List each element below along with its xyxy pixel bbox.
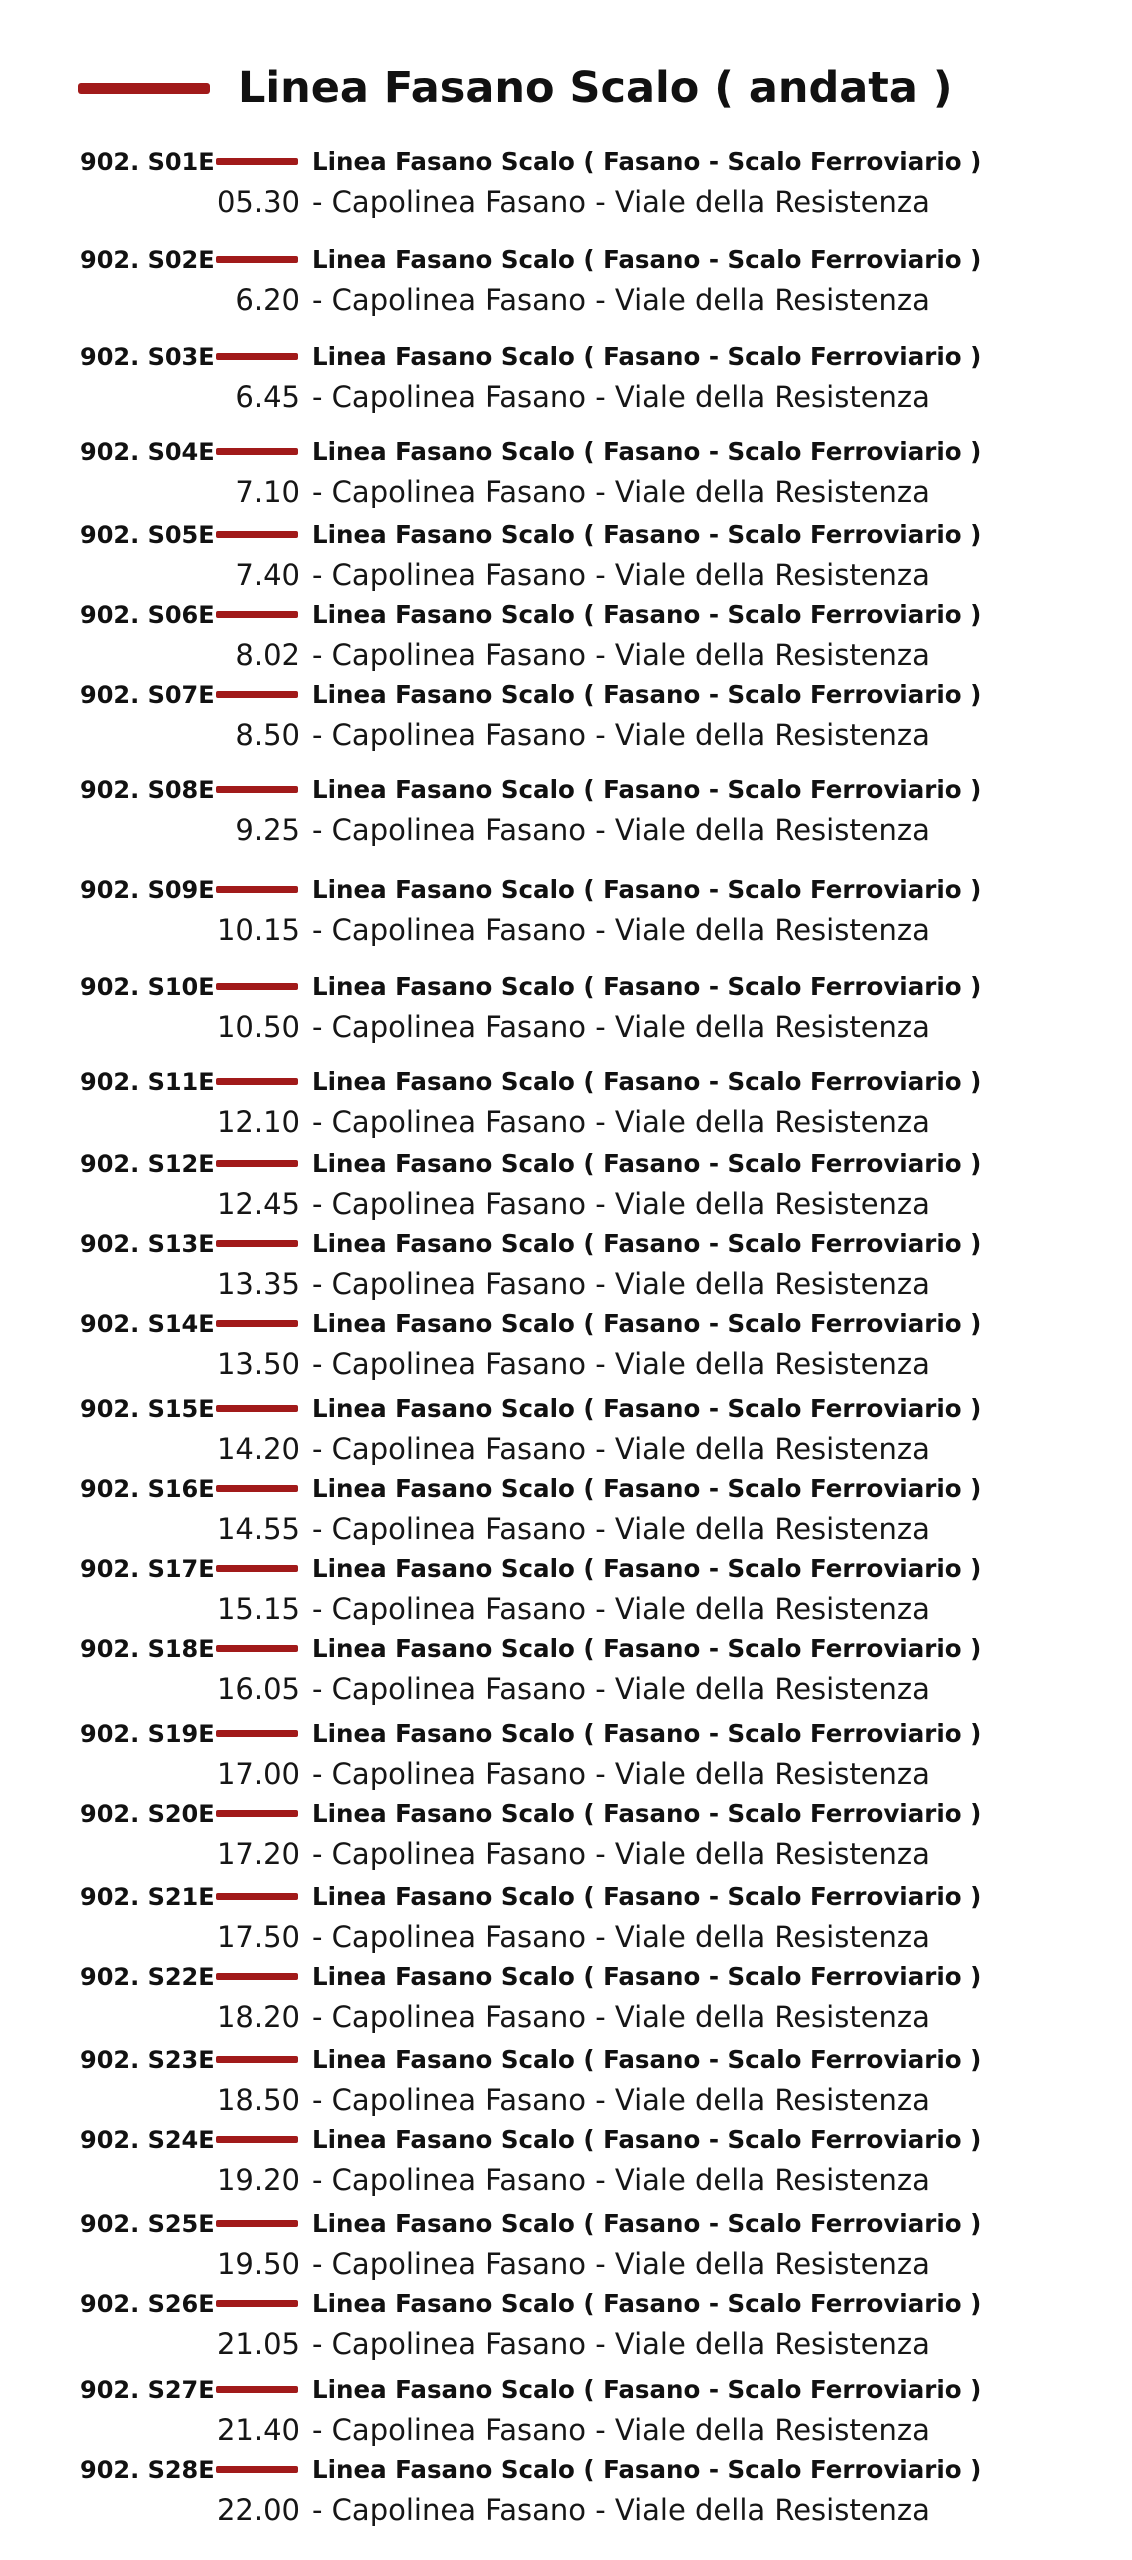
run-code: 902. S10E — [80, 973, 215, 1001]
run-code: 902. S11E — [80, 1068, 215, 1096]
departure-stop: - Capolinea Fasano - Viale della Resistenza — [312, 813, 930, 847]
departure-stop: - Capolinea Fasano - Viale della Resistenza — [312, 913, 930, 947]
route-line-marker — [216, 158, 298, 165]
run-code: 902. S22E — [80, 1963, 215, 1991]
run-code: 902. S17E — [80, 1555, 215, 1583]
timetable-entry — [0, 2120, 1132, 2200]
departure-stop: - Capolinea Fasano - Viale della Resistenza — [312, 475, 930, 509]
departure-stop: - Capolinea Fasano - Viale della Resistenza — [312, 1837, 930, 1871]
route-line-marker — [216, 983, 298, 990]
route-line-marker — [216, 1565, 298, 1572]
timetable-entry — [0, 240, 1132, 320]
route-line-marker — [216, 1973, 298, 1980]
run-code: 902. S04E — [80, 438, 215, 466]
departure-stop: - Capolinea Fasano - Viale della Resistenza — [312, 558, 930, 592]
route-line-marker — [216, 2220, 298, 2227]
route-name: Linea Fasano Scalo ( Fasano - Scalo Ferroviario ) — [312, 1309, 982, 1338]
departure-stop: - Capolinea Fasano - Viale della Resistenza — [312, 2083, 930, 2117]
departure-stop: - Capolinea Fasano - Viale della Resistenza — [312, 380, 930, 414]
route-name: Linea Fasano Scalo ( Fasano - Scalo Ferroviario ) — [312, 1394, 982, 1423]
route-name: Linea Fasano Scalo ( Fasano - Scalo Ferroviario ) — [312, 1067, 982, 1096]
route-name: Linea Fasano Scalo ( Fasano - Scalo Ferroviario ) — [312, 437, 982, 466]
timetable-entry — [0, 1877, 1132, 1957]
timetable-entry — [0, 2204, 1132, 2284]
route-name: Linea Fasano Scalo ( Fasano - Scalo Ferroviario ) — [312, 1634, 982, 1663]
route-line-marker — [216, 256, 298, 263]
run-code: 902. S12E — [80, 1150, 215, 1178]
route-line-marker — [216, 886, 298, 893]
timetable-entry — [0, 1549, 1132, 1629]
route-name: Linea Fasano Scalo ( Fasano - Scalo Ferroviario ) — [312, 1554, 982, 1583]
timetable-entry — [0, 1957, 1132, 2037]
departure-stop: - Capolinea Fasano - Viale della Resistenza — [312, 1592, 930, 1626]
run-code: 902. S16E — [80, 1475, 215, 1503]
route-name: Linea Fasano Scalo ( Fasano - Scalo Ferroviario ) — [312, 147, 982, 176]
route-line-marker — [216, 2300, 298, 2307]
timetable-entry — [0, 770, 1132, 850]
route-line-marker — [216, 611, 298, 618]
departure-stop: - Capolinea Fasano - Viale della Resistenza — [312, 1432, 930, 1466]
run-code: 902. S23E — [80, 2046, 215, 2074]
timetable-entry — [0, 1469, 1132, 1549]
route-line-marker — [216, 786, 298, 793]
departure-stop: - Capolinea Fasano - Viale della Resistenza — [312, 2327, 930, 2361]
run-code: 902. S14E — [80, 1310, 215, 1338]
departure-time: 21.05 — [216, 2327, 300, 2361]
route-line-marker — [216, 1893, 298, 1900]
route-name: Linea Fasano Scalo ( Fasano - Scalo Ferroviario ) — [312, 1882, 982, 1911]
run-code: 902. S26E — [80, 2290, 215, 2318]
departure-stop: - Capolinea Fasano - Viale della Resistenza — [312, 2413, 930, 2447]
timetable-entry — [0, 2284, 1132, 2364]
timetable-entry — [0, 1389, 1132, 1469]
departure-time: 7.10 — [235, 475, 300, 509]
route-name: Linea Fasano Scalo ( Fasano - Scalo Ferroviario ) — [312, 2375, 982, 2404]
departure-stop: - Capolinea Fasano - Viale della Resistenza — [312, 283, 930, 317]
departure-time: 10.15 — [216, 913, 300, 947]
route-line-marker — [216, 1160, 298, 1167]
departure-time: 18.50 — [216, 2083, 300, 2117]
route-line-marker — [216, 1078, 298, 1085]
timetable-entry — [0, 1062, 1132, 1142]
run-code: 902. S20E — [80, 1800, 215, 1828]
route-name: Linea Fasano Scalo ( Fasano - Scalo Ferroviario ) — [312, 1962, 982, 1991]
timetable-entry — [0, 432, 1132, 512]
route-name: Linea Fasano Scalo ( Fasano - Scalo Ferroviario ) — [312, 520, 982, 549]
departure-time: 7.40 — [235, 558, 300, 592]
run-code: 902. S24E — [80, 2126, 215, 2154]
route-name: Linea Fasano Scalo ( Fasano - Scalo Ferroviario ) — [312, 1229, 982, 1258]
departure-time: 12.10 — [216, 1105, 300, 1139]
route-name: Linea Fasano Scalo ( Fasano - Scalo Ferroviario ) — [312, 2125, 982, 2154]
departure-time: 21.40 — [216, 2413, 300, 2447]
run-code: 902. S02E — [80, 246, 215, 274]
timetable-entry — [0, 1144, 1132, 1224]
route-line-marker — [216, 531, 298, 538]
departure-stop: - Capolinea Fasano - Viale della Resistenza — [312, 2163, 930, 2197]
departure-stop: - Capolinea Fasano - Viale della Resistenza — [312, 1672, 930, 1706]
route-line-marker — [216, 1240, 298, 1247]
departure-stop: - Capolinea Fasano - Viale della Resistenza — [312, 1010, 930, 1044]
departure-time: 9.25 — [235, 813, 300, 847]
departure-time: 8.02 — [235, 638, 300, 672]
departure-stop: - Capolinea Fasano - Viale della Resistenza — [312, 1757, 930, 1791]
departure-time: 22.00 — [216, 2493, 300, 2527]
route-name: Linea Fasano Scalo ( Fasano - Scalo Ferroviario ) — [312, 1474, 982, 1503]
run-code: 902. S06E — [80, 601, 215, 629]
departure-time: 12.45 — [216, 1187, 300, 1221]
departure-time: 13.35 — [216, 1267, 300, 1301]
route-line-marker — [216, 691, 298, 698]
departure-stop: - Capolinea Fasano - Viale della Resistenza — [312, 2000, 930, 2034]
route-name: Linea Fasano Scalo ( Fasano - Scalo Ferroviario ) — [312, 875, 982, 904]
timetable-entry — [0, 595, 1132, 675]
timetable-entry — [0, 967, 1132, 1047]
route-name: Linea Fasano Scalo ( Fasano - Scalo Ferroviario ) — [312, 775, 982, 804]
departure-stop: - Capolinea Fasano - Viale della Resistenza — [312, 1920, 930, 1954]
route-line-marker — [216, 1320, 298, 1327]
departure-time: 13.50 — [216, 1347, 300, 1381]
timetable-entry — [0, 142, 1132, 222]
route-name: Linea Fasano Scalo ( Fasano - Scalo Ferroviario ) — [312, 245, 982, 274]
run-code: 902. S28E — [80, 2456, 215, 2484]
departure-stop: - Capolinea Fasano - Viale della Resistenza — [312, 638, 930, 672]
departure-time: 17.20 — [216, 1837, 300, 1871]
route-line-marker — [216, 448, 298, 455]
departure-stop: - Capolinea Fasano - Viale della Resistenza — [312, 185, 930, 219]
run-code: 902. S09E — [80, 876, 215, 904]
route-line-marker — [216, 2136, 298, 2143]
run-code: 902. S08E — [80, 776, 215, 804]
route-line-marker — [216, 2386, 298, 2393]
route-line-marker — [216, 353, 298, 360]
route-line-marker — [216, 2056, 298, 2063]
run-code: 902. S15E — [80, 1395, 215, 1423]
departure-stop: - Capolinea Fasano - Viale della Resistenza — [312, 2247, 930, 2281]
run-code: 902. S19E — [80, 1720, 215, 1748]
departure-stop: - Capolinea Fasano - Viale della Resistenza — [312, 2493, 930, 2527]
timetable-entry — [0, 2450, 1132, 2530]
run-code: 902. S25E — [80, 2210, 215, 2238]
departure-time: 05.30 — [216, 185, 300, 219]
run-code: 902. S07E — [80, 681, 215, 709]
route-name: Linea Fasano Scalo ( Fasano - Scalo Ferroviario ) — [312, 1149, 982, 1178]
departure-time: 14.20 — [216, 1432, 300, 1466]
departure-time: 18.20 — [216, 2000, 300, 2034]
timetable-entry — [0, 2370, 1132, 2450]
route-name: Linea Fasano Scalo ( Fasano - Scalo Ferroviario ) — [312, 1719, 982, 1748]
route-name: Linea Fasano Scalo ( Fasano - Scalo Ferroviario ) — [312, 680, 982, 709]
departure-time: 17.50 — [216, 1920, 300, 1954]
departure-time: 6.45 — [235, 380, 300, 414]
route-name: Linea Fasano Scalo ( Fasano - Scalo Ferroviario ) — [312, 2455, 982, 2484]
timetable-entry — [0, 1714, 1132, 1794]
timetable-entry — [0, 870, 1132, 950]
route-line-marker — [216, 1730, 298, 1737]
departure-time: 6.20 — [235, 283, 300, 317]
departure-time: 10.50 — [216, 1010, 300, 1044]
route-name: Linea Fasano Scalo ( Fasano - Scalo Ferroviario ) — [312, 2289, 982, 2318]
run-code: 902. S27E — [80, 2376, 215, 2404]
departure-stop: - Capolinea Fasano - Viale della Resistenza — [312, 1512, 930, 1546]
route-name: Linea Fasano Scalo ( Fasano - Scalo Ferroviario ) — [312, 972, 982, 1001]
timetable-entry — [0, 1629, 1132, 1709]
departure-time: 19.20 — [216, 2163, 300, 2197]
timetable-entry — [0, 515, 1132, 595]
run-code: 902. S03E — [80, 343, 215, 371]
route-line-marker — [216, 1405, 298, 1412]
departure-stop: - Capolinea Fasano - Viale della Resistenza — [312, 1347, 930, 1381]
departure-time: 15.15 — [216, 1592, 300, 1626]
departure-time: 16.05 — [216, 1672, 300, 1706]
route-line-marker — [216, 1485, 298, 1492]
timetable-entry — [0, 337, 1132, 417]
timetable-entry — [0, 1304, 1132, 1384]
departure-time: 19.50 — [216, 2247, 300, 2281]
departure-time: 8.50 — [235, 718, 300, 752]
departure-stop: - Capolinea Fasano - Viale della Resistenza — [312, 718, 930, 752]
route-name: Linea Fasano Scalo ( Fasano - Scalo Ferroviario ) — [312, 2209, 982, 2238]
departure-stop: - Capolinea Fasano - Viale della Resistenza — [312, 1187, 930, 1221]
route-name: Linea Fasano Scalo ( Fasano - Scalo Ferroviario ) — [312, 600, 982, 629]
route-name: Linea Fasano Scalo ( Fasano - Scalo Ferroviario ) — [312, 1799, 982, 1828]
route-line-marker — [216, 2466, 298, 2473]
run-code: 902. S21E — [80, 1883, 215, 1911]
route-name: Linea Fasano Scalo ( Fasano - Scalo Ferroviario ) — [312, 2045, 982, 2074]
run-code: 902. S05E — [80, 521, 215, 549]
timetable-entry — [0, 2040, 1132, 2120]
timetable-entry — [0, 1794, 1132, 1874]
departure-stop: - Capolinea Fasano - Viale della Resistenza — [312, 1105, 930, 1139]
departure-time: 14.55 — [216, 1512, 300, 1546]
route-name: Linea Fasano Scalo ( Fasano - Scalo Ferroviario ) — [312, 342, 982, 371]
run-code: 902. S01E — [80, 148, 215, 176]
page-title: Linea Fasano Scalo ( andata ) — [238, 63, 953, 113]
run-code: 902. S13E — [80, 1230, 215, 1258]
route-line-marker — [216, 1810, 298, 1817]
departure-time: 17.00 — [216, 1757, 300, 1791]
route-line-marker — [216, 1645, 298, 1652]
run-code: 902. S18E — [80, 1635, 215, 1663]
departure-stop: - Capolinea Fasano - Viale della Resistenza — [312, 1267, 930, 1301]
timetable-entry — [0, 675, 1132, 755]
timetable-entry — [0, 1224, 1132, 1304]
